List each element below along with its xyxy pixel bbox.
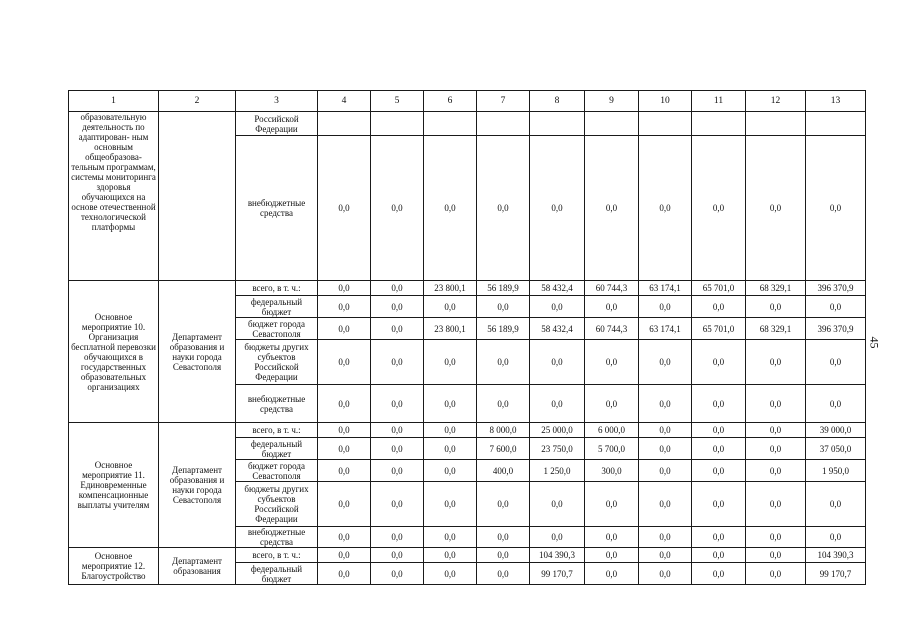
value-cell: 37 050,0 xyxy=(806,438,866,460)
value-cell: 0,0 xyxy=(318,423,371,438)
value-cell: 0,0 xyxy=(477,385,530,423)
funding-source-cell: федеральный бюджет xyxy=(236,563,318,585)
value-cell: 0,0 xyxy=(746,136,806,281)
value-cell: 0,0 xyxy=(530,340,585,385)
value-cell: 0,0 xyxy=(692,423,746,438)
value-cell: 56 189,9 xyxy=(477,281,530,296)
value-cell: 0,0 xyxy=(318,527,371,548)
value-cell xyxy=(746,112,806,136)
responsible-cell: Департамент образования xyxy=(159,548,236,585)
value-cell: 0,0 xyxy=(639,460,692,482)
column-header: 3 xyxy=(236,91,318,112)
budget-table xyxy=(68,90,866,585)
value-cell: 99 170,7 xyxy=(530,563,585,585)
activity-cell: Основное мероприятие 10. Организация бесплатной перевозки обучающихся в государственных образовательных организациях xyxy=(69,281,159,423)
value-cell: 0,0 xyxy=(318,460,371,482)
value-cell: 0,0 xyxy=(639,482,692,527)
value-cell xyxy=(371,112,424,136)
value-cell: 0,0 xyxy=(746,438,806,460)
value-cell: 0,0 xyxy=(746,423,806,438)
value-cell: 0,0 xyxy=(692,548,746,563)
value-cell: 0,0 xyxy=(371,136,424,281)
value-cell: 0,0 xyxy=(746,482,806,527)
column-header: 1 xyxy=(69,91,159,112)
value-cell: 396 370,9 xyxy=(806,318,866,340)
value-cell: 0,0 xyxy=(585,482,639,527)
value-cell: 0,0 xyxy=(424,482,477,527)
value-cell: 0,0 xyxy=(692,340,746,385)
funding-source-cell: бюджет города Севастополя xyxy=(236,318,318,340)
funding-source-cell: всего, в т. ч.: xyxy=(236,423,318,438)
funding-source-cell: всего, в т. ч.: xyxy=(236,548,318,563)
value-cell: 104 390,3 xyxy=(530,548,585,563)
value-cell: 7 600,0 xyxy=(477,438,530,460)
value-cell: 23 750,0 xyxy=(530,438,585,460)
value-cell: 0,0 xyxy=(371,340,424,385)
value-cell: 0,0 xyxy=(692,385,746,423)
value-cell: 0,0 xyxy=(692,136,746,281)
funding-source-cell: бюджеты других субъектов Российской Федерации xyxy=(236,482,318,527)
funding-source-cell: внебюджетные средства xyxy=(236,527,318,548)
value-cell xyxy=(477,112,530,136)
value-cell: 0,0 xyxy=(371,482,424,527)
value-cell: 56 189,9 xyxy=(477,318,530,340)
value-cell: 23 800,1 xyxy=(424,281,477,296)
value-cell: 0,0 xyxy=(639,563,692,585)
value-cell xyxy=(806,112,866,136)
value-cell: 58 432,4 xyxy=(530,318,585,340)
value-cell: 0,0 xyxy=(585,136,639,281)
table-row xyxy=(69,548,866,563)
value-cell: 0,0 xyxy=(530,482,585,527)
value-cell: 60 744,3 xyxy=(585,281,639,296)
value-cell: 396 370,9 xyxy=(806,281,866,296)
value-cell: 0,0 xyxy=(318,563,371,585)
value-cell: 0,0 xyxy=(639,340,692,385)
column-header: 12 xyxy=(746,91,806,112)
column-header: 9 xyxy=(585,91,639,112)
value-cell: 0,0 xyxy=(318,340,371,385)
value-cell: 0,0 xyxy=(806,482,866,527)
column-header: 8 xyxy=(530,91,585,112)
value-cell: 0,0 xyxy=(371,460,424,482)
value-cell: 0,0 xyxy=(477,548,530,563)
responsible-cell xyxy=(159,112,236,281)
value-cell: 0,0 xyxy=(639,296,692,318)
value-cell: 0,0 xyxy=(530,296,585,318)
value-cell: 0,0 xyxy=(639,527,692,548)
value-cell: 0,0 xyxy=(424,296,477,318)
value-cell: 39 000,0 xyxy=(806,423,866,438)
value-cell xyxy=(639,112,692,136)
column-header: 2 xyxy=(159,91,236,112)
value-cell: 0,0 xyxy=(318,385,371,423)
value-cell: 8 000,0 xyxy=(477,423,530,438)
value-cell: 0,0 xyxy=(477,136,530,281)
value-cell: 0,0 xyxy=(746,340,806,385)
funding-source-cell: внебюджетные средства xyxy=(236,385,318,423)
value-cell xyxy=(318,112,371,136)
value-cell: 0,0 xyxy=(424,548,477,563)
column-header: 6 xyxy=(424,91,477,112)
value-cell: 0,0 xyxy=(530,527,585,548)
value-cell: 104 390,3 xyxy=(806,548,866,563)
value-cell: 99 170,7 xyxy=(806,563,866,585)
value-cell: 0,0 xyxy=(477,340,530,385)
value-cell: 68 329,1 xyxy=(746,281,806,296)
value-cell: 58 432,4 xyxy=(530,281,585,296)
value-cell: 0,0 xyxy=(806,385,866,423)
value-cell: 0,0 xyxy=(806,527,866,548)
value-cell: 0,0 xyxy=(692,527,746,548)
value-cell: 0,0 xyxy=(585,296,639,318)
activity-cell: Основное мероприятие 12. Благоустройство xyxy=(69,548,159,585)
value-cell: 0,0 xyxy=(371,438,424,460)
value-cell: 0,0 xyxy=(692,438,746,460)
value-cell: 0,0 xyxy=(585,527,639,548)
value-cell: 1 950,0 xyxy=(806,460,866,482)
funding-source-cell: бюджет города Севастополя xyxy=(236,460,318,482)
value-cell: 0,0 xyxy=(806,136,866,281)
column-header: 10 xyxy=(639,91,692,112)
funding-source-cell: внебюджетные средства xyxy=(236,136,318,281)
value-cell: 0,0 xyxy=(424,340,477,385)
value-cell: 0,0 xyxy=(318,296,371,318)
table-row xyxy=(69,423,866,438)
funding-source-cell: бюджеты других субъектов Российской Федерации xyxy=(236,340,318,385)
value-cell: 0,0 xyxy=(477,563,530,585)
column-header: 7 xyxy=(477,91,530,112)
responsible-cell: Департамент образования и науки города Севастополя xyxy=(159,281,236,423)
value-cell: 0,0 xyxy=(371,281,424,296)
value-cell: 25 000,0 xyxy=(530,423,585,438)
value-cell xyxy=(692,112,746,136)
value-cell xyxy=(585,112,639,136)
funding-source-cell: всего, в т. ч.: xyxy=(236,281,318,296)
value-cell: 1 250,0 xyxy=(530,460,585,482)
value-cell: 0,0 xyxy=(318,482,371,527)
value-cell: 0,0 xyxy=(318,548,371,563)
column-header: 4 xyxy=(318,91,371,112)
value-cell: 5 700,0 xyxy=(585,438,639,460)
value-cell: 0,0 xyxy=(477,296,530,318)
value-cell: 0,0 xyxy=(424,423,477,438)
value-cell: 0,0 xyxy=(371,548,424,563)
value-cell: 0,0 xyxy=(746,385,806,423)
value-cell: 0,0 xyxy=(585,340,639,385)
column-header: 13 xyxy=(806,91,866,112)
value-cell xyxy=(424,112,477,136)
header-row xyxy=(69,91,866,112)
activity-cell: образовательную деятельность по адаптирован- ным основным общеобразова- тельным программам, системы мониторинга здоровья обучающихся на основе отечественной технологической платформы xyxy=(69,112,159,281)
value-cell: 68 329,1 xyxy=(746,318,806,340)
value-cell: 60 744,3 xyxy=(585,318,639,340)
value-cell: 0,0 xyxy=(371,423,424,438)
value-cell: 0,0 xyxy=(318,438,371,460)
value-cell: 0,0 xyxy=(746,460,806,482)
value-cell: 0,0 xyxy=(530,136,585,281)
funding-source-cell: Российской Федерации xyxy=(236,112,318,136)
value-cell: 0,0 xyxy=(639,548,692,563)
value-cell: 0,0 xyxy=(746,296,806,318)
funding-source-cell: федеральный бюджет xyxy=(236,296,318,318)
value-cell: 0,0 xyxy=(318,136,371,281)
page-number: 45 xyxy=(867,336,882,349)
value-cell: 0,0 xyxy=(424,385,477,423)
value-cell: 0,0 xyxy=(371,527,424,548)
value-cell: 65 701,0 xyxy=(692,318,746,340)
value-cell: 0,0 xyxy=(477,482,530,527)
activity-cell: Основное мероприятие 11. Единовременные компенсационные выплаты учителям xyxy=(69,423,159,548)
value-cell: 0,0 xyxy=(424,460,477,482)
value-cell: 0,0 xyxy=(806,296,866,318)
value-cell: 0,0 xyxy=(585,385,639,423)
value-cell: 0,0 xyxy=(424,527,477,548)
value-cell: 63 174,1 xyxy=(639,318,692,340)
value-cell: 0,0 xyxy=(746,527,806,548)
value-cell: 0,0 xyxy=(639,423,692,438)
value-cell: 0,0 xyxy=(692,563,746,585)
value-cell: 0,0 xyxy=(746,548,806,563)
value-cell: 0,0 xyxy=(371,296,424,318)
value-cell: 0,0 xyxy=(806,340,866,385)
value-cell: 23 800,1 xyxy=(424,318,477,340)
funding-source-cell: федеральный бюджет xyxy=(236,438,318,460)
value-cell: 65 701,0 xyxy=(692,281,746,296)
value-cell: 0,0 xyxy=(585,548,639,563)
value-cell: 0,0 xyxy=(585,563,639,585)
value-cell: 0,0 xyxy=(371,318,424,340)
value-cell: 0,0 xyxy=(639,385,692,423)
value-cell: 0,0 xyxy=(371,563,424,585)
value-cell: 0,0 xyxy=(692,460,746,482)
value-cell: 6 000,0 xyxy=(585,423,639,438)
value-cell: 0,0 xyxy=(424,136,477,281)
value-cell: 0,0 xyxy=(639,438,692,460)
value-cell: 0,0 xyxy=(424,438,477,460)
column-header: 5 xyxy=(371,91,424,112)
value-cell xyxy=(530,112,585,136)
value-cell: 0,0 xyxy=(477,527,530,548)
value-cell: 0,0 xyxy=(318,281,371,296)
value-cell: 0,0 xyxy=(639,136,692,281)
value-cell: 0,0 xyxy=(424,563,477,585)
value-cell: 0,0 xyxy=(371,385,424,423)
value-cell: 300,0 xyxy=(585,460,639,482)
value-cell: 0,0 xyxy=(746,563,806,585)
table-row xyxy=(69,112,866,136)
value-cell: 0,0 xyxy=(692,482,746,527)
value-cell: 0,0 xyxy=(318,318,371,340)
value-cell: 0,0 xyxy=(692,296,746,318)
value-cell: 63 174,1 xyxy=(639,281,692,296)
value-cell: 400,0 xyxy=(477,460,530,482)
table-row xyxy=(69,281,866,296)
responsible-cell: Департамент образования и науки города Севастополя xyxy=(159,423,236,548)
column-header: 11 xyxy=(692,91,746,112)
value-cell: 0,0 xyxy=(530,385,585,423)
